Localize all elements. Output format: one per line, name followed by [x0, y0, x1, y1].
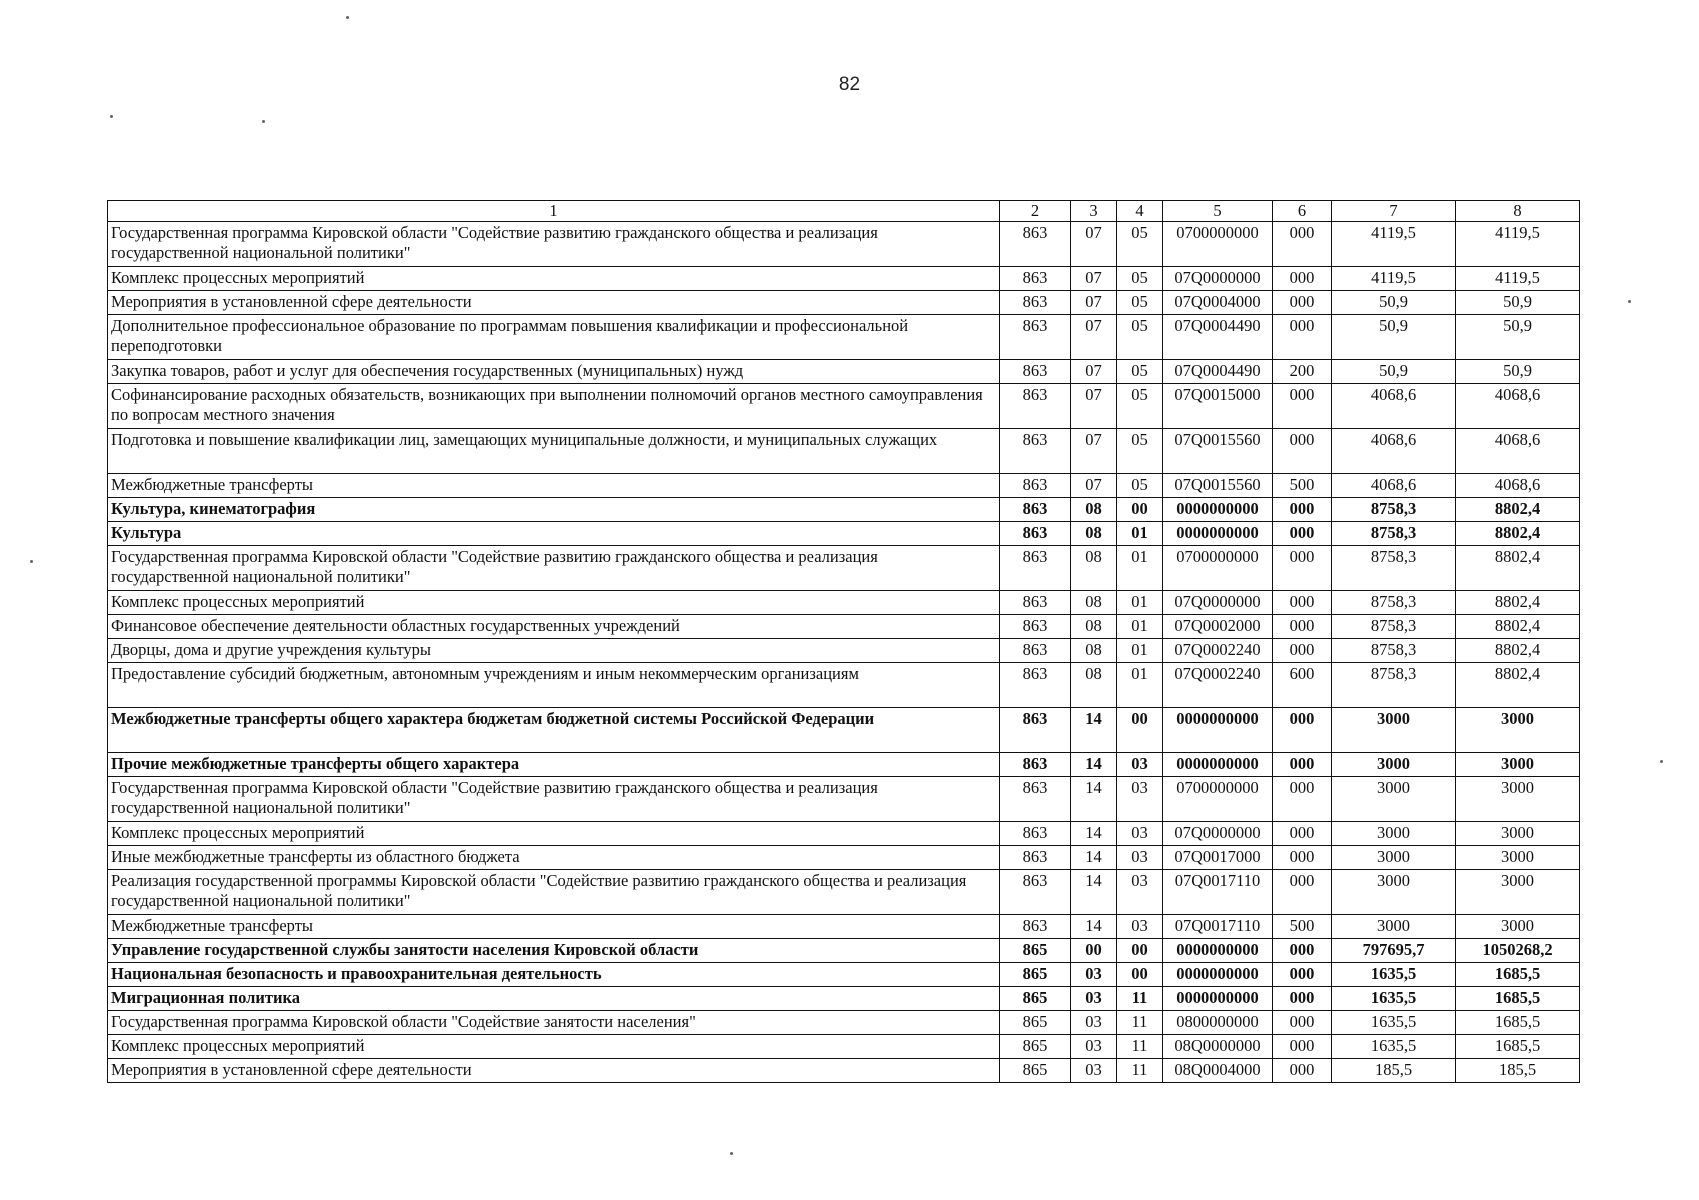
amount-2025-cell: 4068,6	[1456, 429, 1580, 474]
row-name-cell: Дополнительное профессиональное образование по программам повышения квалификации и профессиональной переподготовки	[108, 315, 1000, 360]
row-name-cell: Комплекс процессных мероприятий	[108, 1035, 1000, 1059]
budget-table	[107, 200, 1580, 1083]
target-article-cell: 07Q0000000	[1163, 267, 1273, 291]
amount-2025-cell: 8802,4	[1456, 546, 1580, 591]
table-row	[108, 708, 1580, 753]
subsection-cell: 05	[1117, 384, 1163, 429]
ministry-code-cell: 863	[1000, 360, 1071, 384]
ministry-code-cell: 863	[1000, 315, 1071, 360]
amount-2025-cell: 3000	[1456, 708, 1580, 753]
subsection-cell: 01	[1117, 639, 1163, 663]
table-row	[108, 384, 1580, 429]
amount-2024-cell: 3000	[1332, 753, 1456, 777]
target-article-cell: 07Q0017000	[1163, 846, 1273, 870]
amount-2024-cell: 8758,3	[1332, 639, 1456, 663]
amount-2025-cell: 8802,4	[1456, 591, 1580, 615]
header-row	[108, 201, 1580, 222]
section-cell: 03	[1071, 1035, 1117, 1059]
ministry-code-cell: 865	[1000, 1059, 1071, 1083]
ministry-code-cell: 863	[1000, 498, 1071, 522]
expense-type-cell: 500	[1273, 474, 1332, 498]
ministry-code-cell: 865	[1000, 939, 1071, 963]
subsection-cell: 05	[1117, 267, 1163, 291]
row-name-cell: Культура, кинематография	[108, 498, 1000, 522]
amount-2025-cell: 8802,4	[1456, 615, 1580, 639]
amount-2025-cell: 8802,4	[1456, 663, 1580, 708]
row-name-cell: Мероприятия в установленной сфере деятельности	[108, 1059, 1000, 1083]
ministry-code-cell: 863	[1000, 474, 1071, 498]
row-name-cell: Межбюджетные трансферты	[108, 915, 1000, 939]
expense-type-cell: 000	[1273, 753, 1332, 777]
row-name-cell: Подготовка и повышение квалификации лиц, замещающих муниципальные должности, и муниципальных служащих	[108, 429, 1000, 474]
section-cell: 14	[1071, 708, 1117, 753]
target-article-cell: 0700000000	[1163, 546, 1273, 591]
row-name-cell: Комплекс процессных мероприятий	[108, 267, 1000, 291]
target-article-cell: 0000000000	[1163, 522, 1273, 546]
amount-2024-cell: 4068,6	[1332, 474, 1456, 498]
expense-type-cell: 000	[1273, 963, 1332, 987]
amount-2025-cell: 3000	[1456, 915, 1580, 939]
table-row	[108, 591, 1580, 615]
amount-2025-cell: 3000	[1456, 777, 1580, 822]
target-article-cell: 0000000000	[1163, 939, 1273, 963]
amount-2024-cell: 8758,3	[1332, 498, 1456, 522]
row-name-cell: Миграционная политика	[108, 987, 1000, 1011]
amount-2024-cell: 4119,5	[1332, 222, 1456, 267]
amount-2024-cell: 185,5	[1332, 1059, 1456, 1083]
target-article-cell: 07Q0015560	[1163, 474, 1273, 498]
subsection-cell: 03	[1117, 753, 1163, 777]
subsection-cell: 03	[1117, 846, 1163, 870]
section-cell: 07	[1071, 360, 1117, 384]
amount-2024-cell: 3000	[1332, 777, 1456, 822]
ministry-code-cell: 863	[1000, 777, 1071, 822]
row-name-cell: Культура	[108, 522, 1000, 546]
section-cell: 14	[1071, 753, 1117, 777]
column-header: 6	[1273, 201, 1332, 222]
ministry-code-cell: 863	[1000, 708, 1071, 753]
column-header: 8	[1456, 201, 1580, 222]
row-name-cell: Государственная программа Кировской области "Содействие развитию гражданского общества и реализация государственной национальной политики"	[108, 222, 1000, 267]
table-row	[108, 1035, 1580, 1059]
amount-2025-cell: 4119,5	[1456, 222, 1580, 267]
table-row	[108, 639, 1580, 663]
amount-2024-cell: 8758,3	[1332, 615, 1456, 639]
target-article-cell: 07Q0000000	[1163, 591, 1273, 615]
amount-2024-cell: 1635,5	[1332, 963, 1456, 987]
target-article-cell: 07Q0004000	[1163, 291, 1273, 315]
amount-2025-cell: 4068,6	[1456, 474, 1580, 498]
table-row	[108, 870, 1580, 915]
subsection-cell: 00	[1117, 963, 1163, 987]
amount-2025-cell: 50,9	[1456, 360, 1580, 384]
section-cell: 08	[1071, 546, 1117, 591]
expense-type-cell: 000	[1273, 522, 1332, 546]
table-row	[108, 753, 1580, 777]
table-row	[108, 777, 1580, 822]
section-cell: 07	[1071, 315, 1117, 360]
ministry-code-cell: 863	[1000, 222, 1071, 267]
row-name-cell: Государственная программа Кировской области "Содействие занятости населения"	[108, 1011, 1000, 1035]
amount-2024-cell: 50,9	[1332, 291, 1456, 315]
row-name-cell: Комплекс процессных мероприятий	[108, 591, 1000, 615]
row-name-cell: Мероприятия в установленной сфере деятельности	[108, 291, 1000, 315]
target-article-cell: 07Q0002240	[1163, 663, 1273, 708]
amount-2025-cell: 3000	[1456, 822, 1580, 846]
target-article-cell: 0000000000	[1163, 708, 1273, 753]
section-cell: 07	[1071, 267, 1117, 291]
target-article-cell: 07Q0017110	[1163, 915, 1273, 939]
target-article-cell: 07Q0015000	[1163, 384, 1273, 429]
subsection-cell: 03	[1117, 777, 1163, 822]
table-row	[108, 1059, 1580, 1083]
row-name-cell: Национальная безопасность и правоохранительная деятельность	[108, 963, 1000, 987]
table-row	[108, 915, 1580, 939]
subsection-cell: 11	[1117, 1011, 1163, 1035]
amount-2024-cell: 3000	[1332, 870, 1456, 915]
expense-type-cell: 000	[1273, 870, 1332, 915]
subsection-cell: 01	[1117, 591, 1163, 615]
subsection-cell: 01	[1117, 546, 1163, 591]
amount-2025-cell: 4119,5	[1456, 267, 1580, 291]
subsection-cell: 05	[1117, 429, 1163, 474]
expense-type-cell: 000	[1273, 1035, 1332, 1059]
target-article-cell: 0800000000	[1163, 1011, 1273, 1035]
target-article-cell: 07Q0000000	[1163, 822, 1273, 846]
amount-2024-cell: 50,9	[1332, 360, 1456, 384]
subsection-cell: 00	[1117, 708, 1163, 753]
row-name-cell: Предоставление субсидий бюджетным, автономным учреждениям и иным некоммерческим организациям	[108, 663, 1000, 708]
expense-type-cell: 000	[1273, 615, 1332, 639]
row-name-cell: Государственная программа Кировской области "Содействие развитию гражданского общества и реализация государственной национальной политики"	[108, 546, 1000, 591]
target-article-cell: 07Q0004490	[1163, 315, 1273, 360]
expense-type-cell: 000	[1273, 708, 1332, 753]
ministry-code-cell: 863	[1000, 870, 1071, 915]
ministry-code-cell: 863	[1000, 546, 1071, 591]
section-cell: 08	[1071, 522, 1117, 546]
amount-2024-cell: 8758,3	[1332, 546, 1456, 591]
section-cell: 07	[1071, 474, 1117, 498]
target-article-cell: 08Q0000000	[1163, 1035, 1273, 1059]
subsection-cell: 05	[1117, 291, 1163, 315]
column-header: 5	[1163, 201, 1273, 222]
table-row	[108, 822, 1580, 846]
amount-2024-cell: 1635,5	[1332, 987, 1456, 1011]
column-header: 3	[1071, 201, 1117, 222]
subsection-cell: 11	[1117, 1035, 1163, 1059]
section-cell: 08	[1071, 663, 1117, 708]
amount-2025-cell: 1685,5	[1456, 963, 1580, 987]
subsection-cell: 00	[1117, 939, 1163, 963]
table-row	[108, 615, 1580, 639]
table-row	[108, 963, 1580, 987]
row-name-cell: Иные межбюджетные трансферты из областного бюджета	[108, 846, 1000, 870]
table-row	[108, 222, 1580, 267]
amount-2024-cell: 8758,3	[1332, 591, 1456, 615]
expense-type-cell: 000	[1273, 822, 1332, 846]
ministry-code-cell: 863	[1000, 522, 1071, 546]
ministry-code-cell: 863	[1000, 384, 1071, 429]
target-article-cell: 07Q0004490	[1163, 360, 1273, 384]
table-row	[108, 498, 1580, 522]
ministry-code-cell: 863	[1000, 615, 1071, 639]
amount-2024-cell: 4068,6	[1332, 429, 1456, 474]
target-article-cell: 0000000000	[1163, 498, 1273, 522]
amount-2024-cell: 4068,6	[1332, 384, 1456, 429]
ministry-code-cell: 865	[1000, 987, 1071, 1011]
ministry-code-cell: 863	[1000, 639, 1071, 663]
ministry-code-cell: 863	[1000, 267, 1071, 291]
section-cell: 07	[1071, 291, 1117, 315]
ministry-code-cell: 863	[1000, 429, 1071, 474]
expense-type-cell: 000	[1273, 267, 1332, 291]
subsection-cell: 05	[1117, 474, 1163, 498]
amount-2025-cell: 3000	[1456, 870, 1580, 915]
expense-type-cell: 000	[1273, 939, 1332, 963]
row-name-cell: Дворцы, дома и другие учреждения культуры	[108, 639, 1000, 663]
target-article-cell: 0700000000	[1163, 777, 1273, 822]
amount-2024-cell: 3000	[1332, 822, 1456, 846]
amount-2024-cell: 797695,7	[1332, 939, 1456, 963]
ministry-code-cell: 863	[1000, 846, 1071, 870]
amount-2024-cell: 3000	[1332, 846, 1456, 870]
ministry-code-cell: 863	[1000, 915, 1071, 939]
expense-type-cell: 000	[1273, 315, 1332, 360]
subsection-cell: 01	[1117, 615, 1163, 639]
amount-2025-cell: 185,5	[1456, 1059, 1580, 1083]
expense-type-cell: 500	[1273, 915, 1332, 939]
page-number: 82	[838, 74, 861, 95]
amount-2024-cell: 1635,5	[1332, 1011, 1456, 1035]
row-name-cell: Межбюджетные трансферты	[108, 474, 1000, 498]
ministry-code-cell: 863	[1000, 591, 1071, 615]
target-article-cell: 0000000000	[1163, 987, 1273, 1011]
section-cell: 08	[1071, 615, 1117, 639]
subsection-cell: 00	[1117, 498, 1163, 522]
section-cell: 08	[1071, 498, 1117, 522]
target-article-cell: 08Q0004000	[1163, 1059, 1273, 1083]
ministry-code-cell: 863	[1000, 291, 1071, 315]
section-cell: 03	[1071, 1059, 1117, 1083]
table-row	[108, 522, 1580, 546]
amount-2025-cell: 1050268,2	[1456, 939, 1580, 963]
table-row	[108, 315, 1580, 360]
ministry-code-cell: 863	[1000, 822, 1071, 846]
expense-type-cell: 600	[1273, 663, 1332, 708]
table-row	[108, 267, 1580, 291]
table-row	[108, 663, 1580, 708]
expense-type-cell: 000	[1273, 546, 1332, 591]
amount-2024-cell: 50,9	[1332, 315, 1456, 360]
amount-2024-cell: 3000	[1332, 915, 1456, 939]
subsection-cell: 11	[1117, 987, 1163, 1011]
row-name-cell: Комплекс процессных мероприятий	[108, 822, 1000, 846]
ministry-code-cell: 863	[1000, 663, 1071, 708]
target-article-cell: 07Q0017110	[1163, 870, 1273, 915]
table-row	[108, 1011, 1580, 1035]
section-cell: 03	[1071, 987, 1117, 1011]
amount-2025-cell: 50,9	[1456, 315, 1580, 360]
section-cell: 08	[1071, 591, 1117, 615]
section-cell: 14	[1071, 777, 1117, 822]
amount-2025-cell: 8802,4	[1456, 522, 1580, 546]
expense-type-cell: 000	[1273, 1059, 1332, 1083]
expense-type-cell: 000	[1273, 429, 1332, 474]
row-name-cell: Прочие межбюджетные трансферты общего характера	[108, 753, 1000, 777]
section-cell: 14	[1071, 915, 1117, 939]
amount-2024-cell: 4119,5	[1332, 267, 1456, 291]
target-article-cell: 0700000000	[1163, 222, 1273, 267]
target-article-cell: 0000000000	[1163, 753, 1273, 777]
subsection-cell: 03	[1117, 870, 1163, 915]
section-cell: 08	[1071, 639, 1117, 663]
table-row	[108, 291, 1580, 315]
subsection-cell: 01	[1117, 663, 1163, 708]
subsection-cell: 03	[1117, 822, 1163, 846]
expense-type-cell: 000	[1273, 987, 1332, 1011]
expense-type-cell: 000	[1273, 591, 1332, 615]
amount-2025-cell: 1685,5	[1456, 1035, 1580, 1059]
expense-type-cell: 000	[1273, 222, 1332, 267]
target-article-cell: 07Q0002240	[1163, 639, 1273, 663]
amount-2024-cell: 1635,5	[1332, 1035, 1456, 1059]
section-cell: 03	[1071, 963, 1117, 987]
ministry-code-cell: 865	[1000, 1011, 1071, 1035]
expense-type-cell: 000	[1273, 498, 1332, 522]
section-cell: 07	[1071, 222, 1117, 267]
table-row	[108, 846, 1580, 870]
expense-type-cell: 000	[1273, 846, 1332, 870]
table-row	[108, 546, 1580, 591]
table-row	[108, 474, 1580, 498]
subsection-cell: 05	[1117, 315, 1163, 360]
row-name-cell: Государственная программа Кировской области "Содействие развитию гражданского общества и реализация государственной национальной политики"	[108, 777, 1000, 822]
target-article-cell: 07Q0015560	[1163, 429, 1273, 474]
row-name-cell: Закупка товаров, работ и услуг для обеспечения государственных (муниципальных) нужд	[108, 360, 1000, 384]
amount-2024-cell: 8758,3	[1332, 663, 1456, 708]
expense-type-cell: 000	[1273, 777, 1332, 822]
section-cell: 14	[1071, 822, 1117, 846]
amount-2025-cell: 4068,6	[1456, 384, 1580, 429]
subsection-cell: 05	[1117, 222, 1163, 267]
column-header: 2	[1000, 201, 1071, 222]
ministry-code-cell: 863	[1000, 753, 1071, 777]
expense-type-cell: 000	[1273, 291, 1332, 315]
amount-2024-cell: 3000	[1332, 708, 1456, 753]
expense-type-cell: 000	[1273, 384, 1332, 429]
section-cell: 14	[1071, 846, 1117, 870]
subsection-cell: 11	[1117, 1059, 1163, 1083]
section-cell: 07	[1071, 384, 1117, 429]
subsection-cell: 03	[1117, 915, 1163, 939]
ministry-code-cell: 865	[1000, 963, 1071, 987]
table-row	[108, 429, 1580, 474]
expense-type-cell: 000	[1273, 1011, 1332, 1035]
row-name-cell: Софинансирование расходных обязательств, возникающих при выполнении полномочий органов местного самоуправления по вопросам местного значения	[108, 384, 1000, 429]
row-name-cell: Межбюджетные трансферты общего характера бюджетам бюджетной системы Российской Федерации	[108, 708, 1000, 753]
amount-2025-cell: 3000	[1456, 753, 1580, 777]
amount-2025-cell: 1685,5	[1456, 987, 1580, 1011]
table-row	[108, 939, 1580, 963]
column-header: 1	[108, 201, 1000, 222]
amount-2025-cell: 50,9	[1456, 291, 1580, 315]
column-header: 4	[1117, 201, 1163, 222]
amount-2025-cell: 1685,5	[1456, 1011, 1580, 1035]
target-article-cell: 07Q0002000	[1163, 615, 1273, 639]
row-name-cell: Управление государственной службы занятости населения Кировской области	[108, 939, 1000, 963]
target-article-cell: 0000000000	[1163, 963, 1273, 987]
expense-type-cell: 000	[1273, 639, 1332, 663]
section-cell: 14	[1071, 870, 1117, 915]
section-cell: 07	[1071, 429, 1117, 474]
expense-type-cell: 200	[1273, 360, 1332, 384]
table-row	[108, 987, 1580, 1011]
section-cell: 03	[1071, 1011, 1117, 1035]
column-header: 7	[1332, 201, 1456, 222]
row-name-cell: Реализация государственной программы Кировской области "Содействие развитию гражданского общества и реализация государственной национальной политики"	[108, 870, 1000, 915]
subsection-cell: 05	[1117, 360, 1163, 384]
amount-2025-cell: 3000	[1456, 846, 1580, 870]
section-cell: 00	[1071, 939, 1117, 963]
table-row	[108, 360, 1580, 384]
amount-2025-cell: 8802,4	[1456, 639, 1580, 663]
row-name-cell: Финансовое обеспечение деятельности областных государственных учреждений	[108, 615, 1000, 639]
ministry-code-cell: 865	[1000, 1035, 1071, 1059]
subsection-cell: 01	[1117, 522, 1163, 546]
amount-2024-cell: 8758,3	[1332, 522, 1456, 546]
amount-2025-cell: 8802,4	[1456, 498, 1580, 522]
